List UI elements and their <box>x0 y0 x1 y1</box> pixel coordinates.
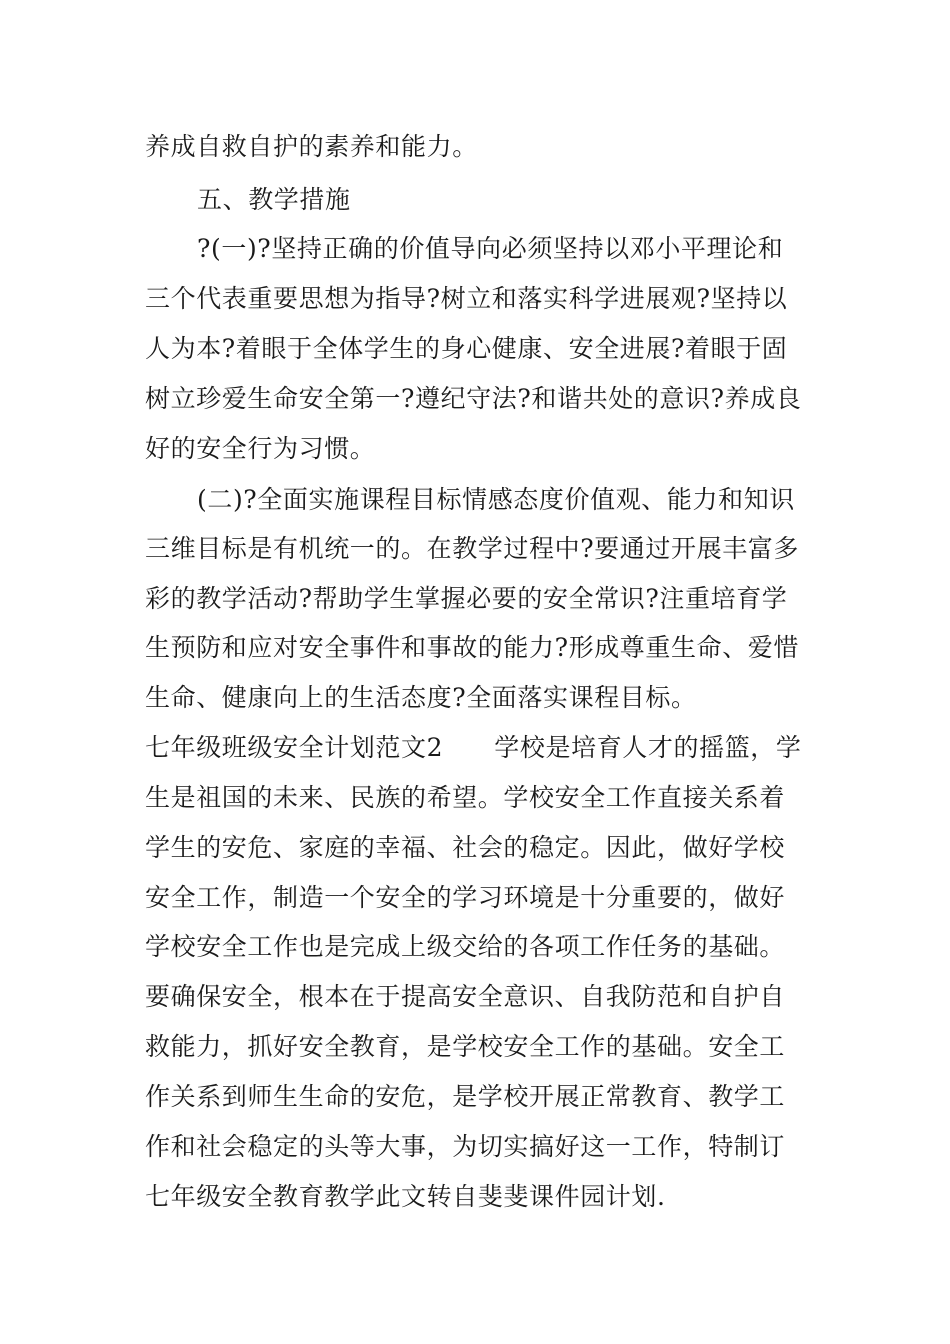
text-line: 人为本?着眼于全体学生的身心健康、安全进展?着眼于固 <box>145 334 788 363</box>
text-line: 安全工作，制造一个安全的学习环境是十分重要的，做好 <box>145 883 786 912</box>
text-line: 救能力，抓好安全教育，是学校安全工作的基础。安全工 <box>145 1032 786 1061</box>
section-heading: 五、教学措施 <box>197 185 351 214</box>
text-line: (二)?全面实施课程目标情感态度价值观、能力和知识 <box>197 485 795 514</box>
text-line: 要确保安全，根本在于提高安全意识、自我防范和自护自 <box>145 982 786 1011</box>
text-line: 作和社会稳定的头等大事，为切实搞好这一工作，特制订 <box>145 1132 786 1161</box>
text-line: 七年级班级安全计划范文2 学校是培育人才的摇篮，学 <box>145 733 802 762</box>
text-line: 好的安全行为习惯。 <box>145 434 376 463</box>
text-line: ?(一)?坚持正确的价值导向必须坚持以邓小平理论和 <box>197 234 784 263</box>
text-line: 学校安全工作也是完成上级交给的各项工作任务的基础。 <box>145 932 786 961</box>
text-line: 树立珍爱生命安全第一?遵纪守法?和谐共处的意识?养成良 <box>145 384 802 413</box>
text-line: 生预防和应对安全事件和事故的能力?形成尊重生命、爱惜 <box>145 633 800 662</box>
text-line: 彩的教学活动?帮助学生掌握必要的安全常识?注重培育学 <box>145 584 788 613</box>
text-line: 七年级安全教育教学此文转自斐斐课件园计划. <box>145 1182 666 1211</box>
text-line: 养成自救自护的素养和能力。 <box>145 132 478 161</box>
text-line: 学生的安危、家庭的幸福、社会的稳定。因此，做好学校 <box>145 833 786 862</box>
text-line: 生是祖国的未来、民族的希望。学校安全工作直接关系着 <box>145 783 786 812</box>
text-line: 三个代表重要思想为指导?树立和落实科学进展观?坚持以 <box>145 284 788 313</box>
text-line: 作关系到师生生命的安危，是学校开展正常教育、教学工 <box>145 1082 786 1111</box>
text-line: 生命、健康向上的生活态度?全面落实课程目标。 <box>145 683 697 712</box>
text-line: 三维目标是有机统一的。在教学过程中?要通过开展丰富多 <box>145 534 800 563</box>
